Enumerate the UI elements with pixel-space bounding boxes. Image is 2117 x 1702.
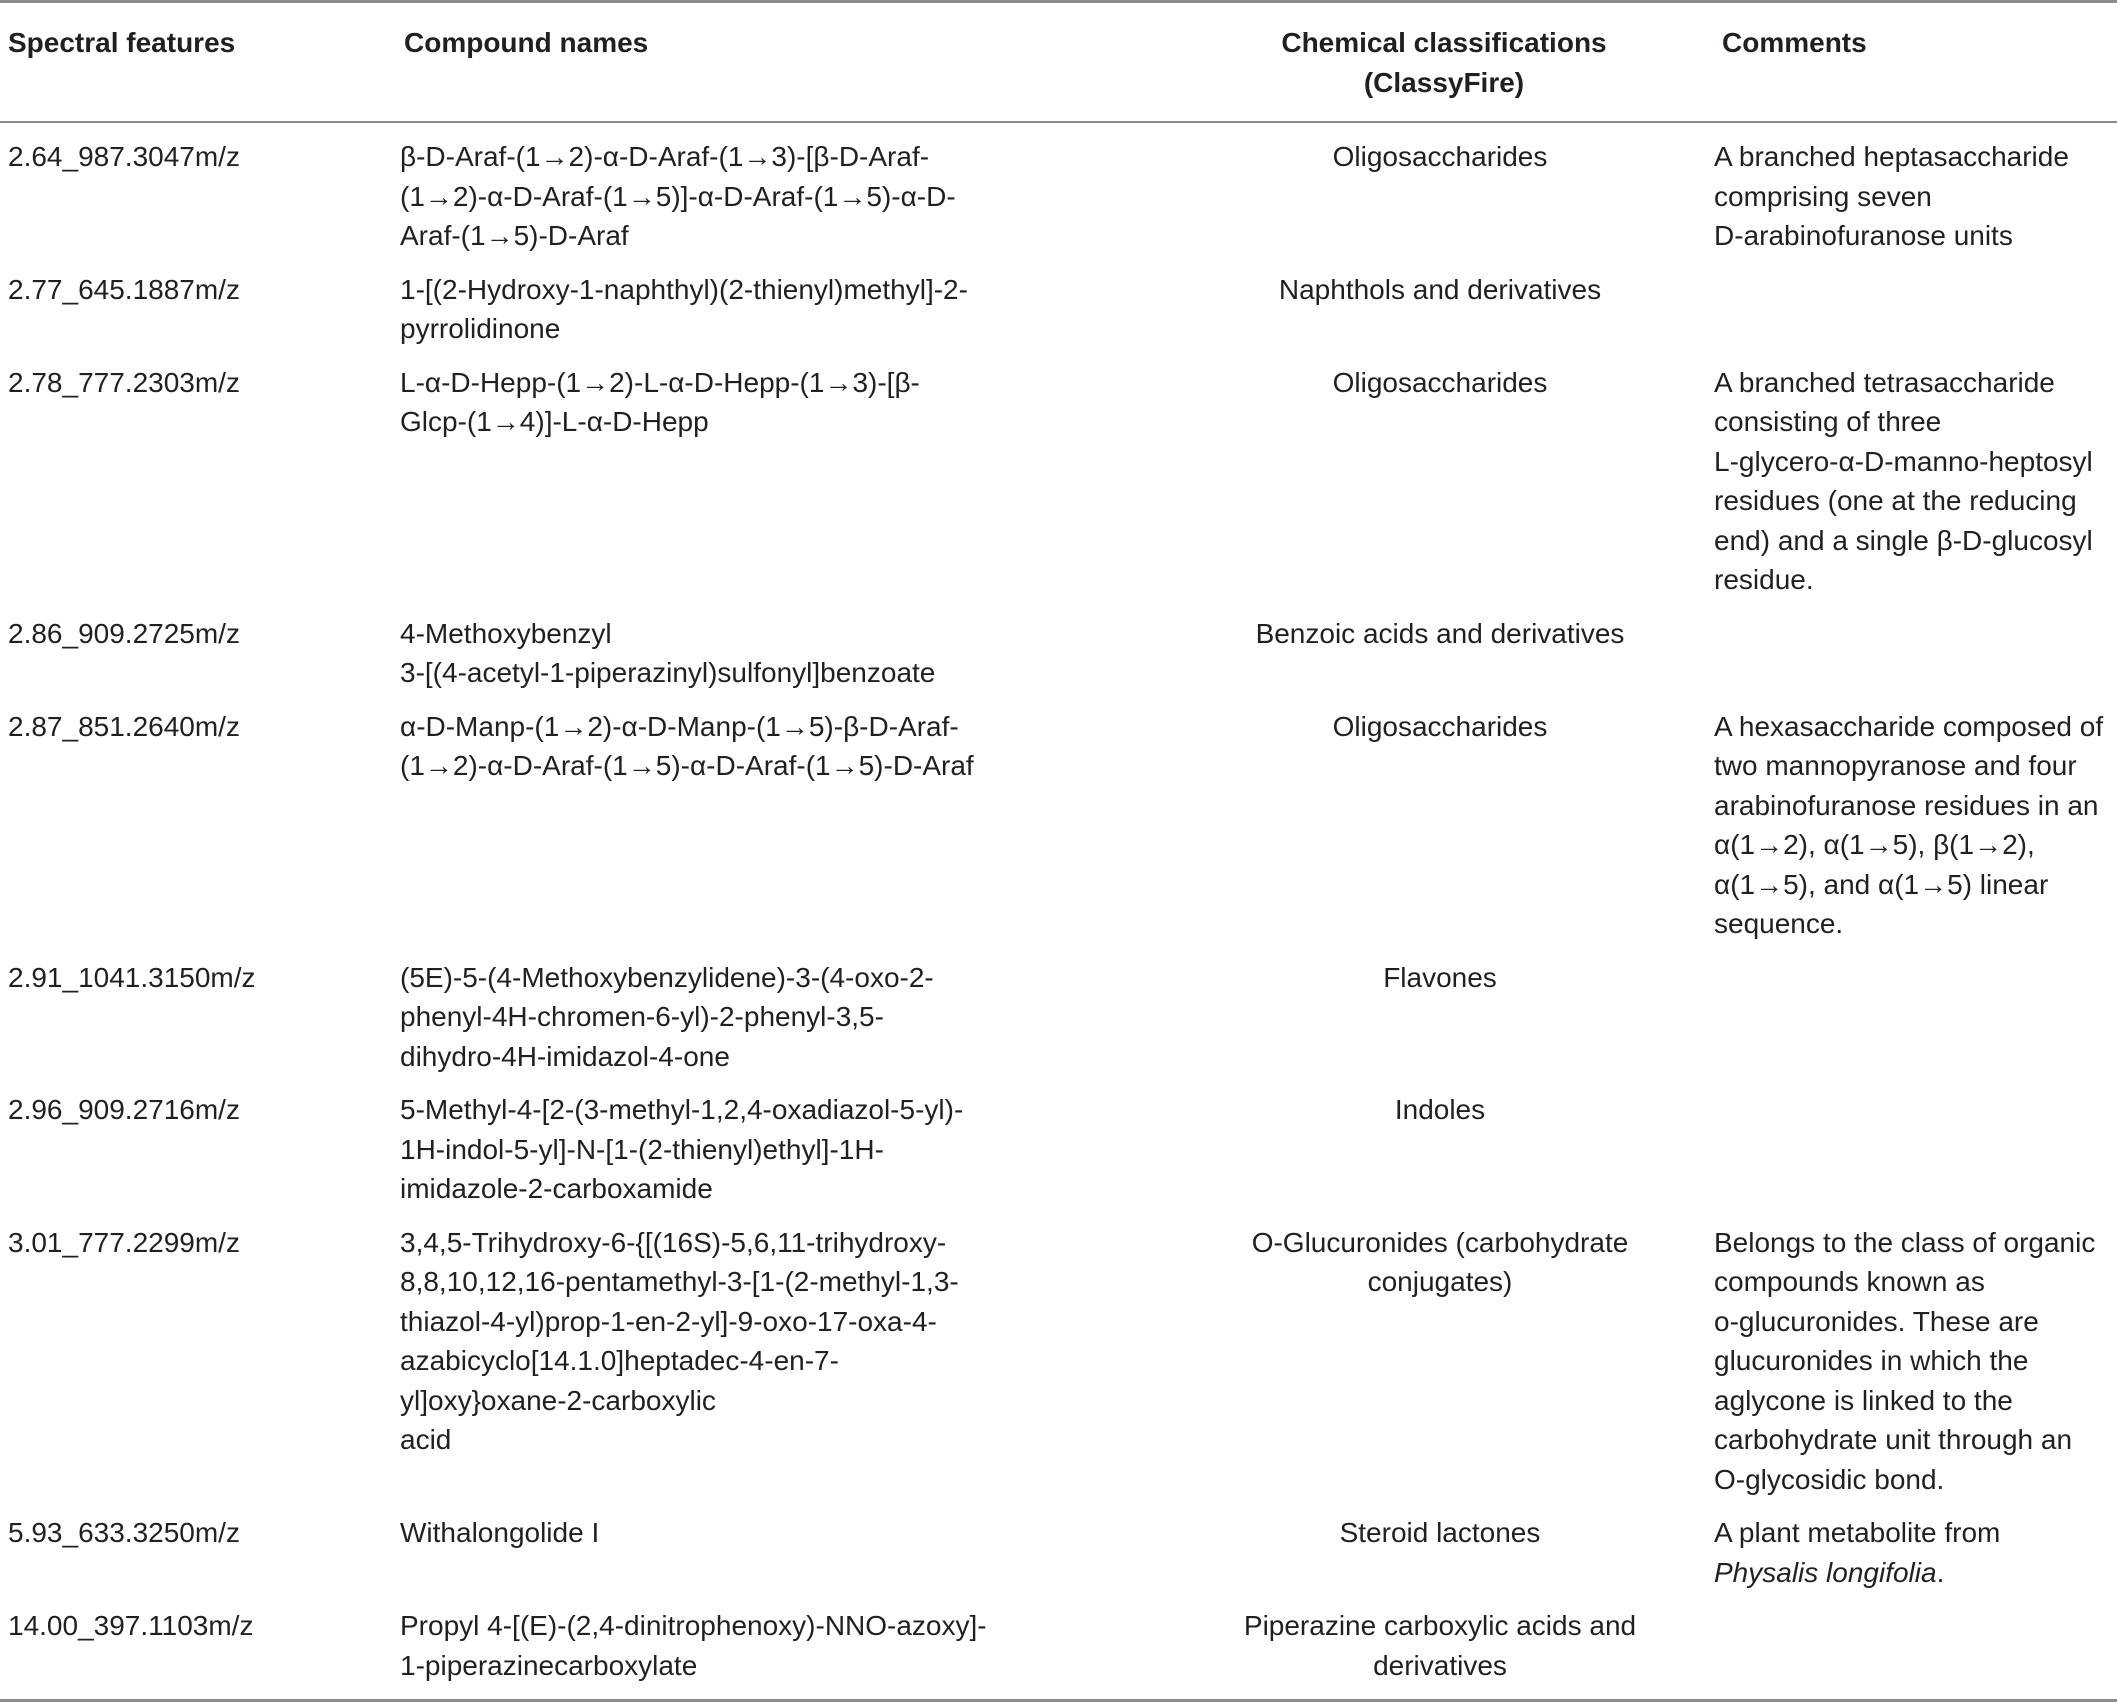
table-row — [0, 1081, 2117, 1214]
header-classification-line1: Chemical classifications — [1281, 27, 1607, 58]
compound-name-line: 1H-indol-5-yl]-N-[1-(2-thienyl)ethyl]-1H- — [400, 1133, 884, 1165]
classification-line: derivatives — [1373, 1649, 1507, 1681]
compound-name-line: (1→2)-α-D-Araf-(1→5)-α-D-Araf-(1→5)-D-Araf — [400, 750, 974, 781]
table-row — [0, 1597, 2117, 1701]
compound-name-line: 3-[(4-acetyl-1-piperazinyl)sulfonyl]benzoate — [400, 657, 936, 688]
classification-cell: Flavones — [1383, 961, 1497, 993]
compound-name-line: Propyl 4-[(E)-(2,4-dinitrophenoxy)-NNO-azoxy]- — [400, 1610, 987, 1641]
table-row — [0, 122, 2117, 261]
classification-cell — [1166, 1597, 1714, 1701]
compound-name-cell — [396, 1081, 1166, 1214]
spectral-feature-cell: 2.91_1041.3150m/z — [8, 961, 256, 993]
classification-cell: Steroid lactones — [1339, 1517, 1541, 1548]
compound-name-line: L-α-D-Hepp-(1→2)-L-α-D-Hepp-(1→3)-[β- — [400, 366, 920, 398]
compound-name-line: phenyl-4H-chromen-6-yl)-2-phenyl-3,5- — [400, 1001, 884, 1032]
comment-cell — [1714, 1081, 2117, 1214]
table-row — [0, 698, 2117, 949]
comment-cell — [1714, 1597, 2117, 1701]
comment-line: Belongs to the class of organic — [1714, 1226, 2096, 1258]
compound-name-cell — [396, 354, 1166, 605]
compound-name-line: 8,8,10,12,16-pentamethyl-3-[1-(2-methyl-1,3- — [400, 1266, 959, 1297]
table-row — [0, 354, 2117, 605]
compound-name-line: dihydro-4H-imidazol-4-one — [400, 1040, 730, 1072]
comment-line: glucuronides in which the — [1714, 1345, 2029, 1376]
classification-cell: Naphthols and derivatives — [1278, 273, 1602, 305]
compound-name-line: 1-piperazinecarboxylate — [400, 1649, 698, 1681]
table-row — [0, 949, 2117, 1082]
compound-name-line: yl]oxy}oxane-2-carboxylic — [400, 1384, 716, 1416]
header-row — [0, 2, 2117, 123]
table-row — [0, 261, 2117, 354]
header-classification-line2: (ClassyFire) — [1363, 67, 1525, 98]
table-row — [0, 1214, 2117, 1505]
header-compound-names: Compound names — [404, 27, 649, 58]
comment-line: consisting of three — [1714, 406, 1942, 437]
comment-cell — [1714, 949, 2117, 1082]
spectral-feature-cell: 2.96_909.2716m/z — [8, 1094, 240, 1125]
comment-line: end) and a single β-D-glucosyl — [1714, 524, 2093, 556]
comment-line: L-glycero-α-D-manno-heptosyl — [1714, 445, 2093, 477]
comment-cell — [1714, 122, 2117, 261]
spectral-feature-cell: 2.77_645.1887m/z — [8, 273, 240, 305]
compound-name-line: pyrrolidinone — [400, 313, 561, 344]
compound-name-line: thiazol-4-yl)prop-1-en-2-yl]-9-oxo-17-oxa-4- — [400, 1305, 937, 1337]
compound-name-line: 5-Methyl-4-[2-(3-methyl-1,2,4-oxadiazol-5-yl)- — [400, 1094, 964, 1125]
compound-name-line: Withalongolide I — [400, 1517, 600, 1548]
comment-line: residue. — [1714, 564, 1814, 595]
compound-name-line: Glcp-(1→4)]-L-α-D-Hepp — [400, 406, 709, 437]
classification-cell: Oligosaccharides — [1332, 366, 1548, 398]
spectral-feature-cell: 2.86_909.2725m/z — [8, 617, 240, 649]
comment-line: A branched tetrasaccharide — [1714, 366, 2055, 398]
comment-cell — [1714, 1214, 2117, 1505]
compound-name-cell — [396, 949, 1166, 1082]
spectral-feature-cell: 5.93_633.3250m/z — [8, 1517, 240, 1548]
compound-name-line: azabicyclo[14.1.0]heptadec-4-en-7- — [400, 1345, 839, 1376]
comment-line: A hexasaccharide composed of — [1714, 710, 2104, 742]
comment-line: A plant metabolite from — [1714, 1517, 2001, 1548]
classification-line: O-Glucuronides (carbohydrate — [1251, 1226, 1629, 1258]
compound-name-line: β-D-Araf-(1→2)-α-D-Araf-(1→3)-[β-D-Araf- — [400, 141, 930, 172]
compound-name-cell — [396, 605, 1166, 698]
classification-cell: Indoles — [1394, 1094, 1486, 1125]
species-name: Physalis longifolia — [1714, 1556, 1937, 1588]
classification-cell: Oligosaccharides — [1332, 710, 1548, 742]
comment-cell — [1714, 698, 2117, 949]
compound-name-cell — [396, 122, 1166, 261]
table-row — [0, 605, 2117, 698]
comment-line: α(1→5), and α(1→5) linear — [1714, 868, 2049, 900]
classification-cell: Benzoic acids and derivatives — [1255, 617, 1625, 649]
comment-cell — [1714, 1504, 2117, 1597]
compound-name-line: 1-[(2-Hydroxy-1-naphthyl)(2-thienyl)methyl]-2- — [400, 273, 968, 305]
spectral-feature-cell: 2.87_851.2640m/z — [8, 710, 240, 742]
comment-line — [1714, 1553, 2111, 1593]
comment-line: comprising seven — [1714, 180, 1932, 212]
header-chemical-classifications — [1166, 2, 1714, 123]
comment-line: α(1→2), α(1→5), β(1→2), — [1714, 829, 2035, 860]
comment-line: arabinofuranose residues in an — [1714, 789, 2099, 821]
comment-line: aglycone is linked to the — [1714, 1384, 2013, 1416]
comment-line: carbohydrate unit through an — [1714, 1424, 2073, 1455]
compound-name-cell — [396, 1597, 1166, 1701]
classification-line: conjugates) — [1367, 1266, 1513, 1297]
compound-name-line: 4-Methoxybenzyl — [400, 617, 612, 649]
spectral-feature-cell: 2.64_987.3047m/z — [8, 141, 240, 172]
spectral-feature-cell: 14.00_397.1103m/z — [8, 1610, 254, 1641]
compound-name-line: α-D-Manp-(1→2)-α-D-Manp-(1→5)-β-D-Araf- — [400, 710, 959, 742]
header-spectral-features: Spectral features — [8, 27, 236, 58]
comment-line: A branched heptasaccharide — [1714, 141, 2069, 172]
table-body — [0, 122, 2117, 1701]
comment-cell — [1714, 354, 2117, 605]
spectral-feature-cell: 2.78_777.2303m/z — [8, 366, 240, 398]
compound-name-cell — [396, 1504, 1166, 1597]
compound-name-line: (5E)-5-(4-Methoxybenzylidene)-3-(4-oxo-2- — [400, 961, 934, 993]
comment-line: residues (one at the reducing — [1714, 485, 2077, 516]
comment-line: o-glucuronides. These are — [1714, 1305, 2039, 1337]
comment-cell — [1714, 605, 2117, 698]
compound-name-cell — [396, 698, 1166, 949]
classification-line: Piperazine carboxylic acids and — [1243, 1610, 1637, 1641]
compound-name-cell — [396, 1214, 1166, 1505]
comment-line: O-glycosidic bond. — [1714, 1463, 1945, 1495]
spectral-feature-cell: 3.01_777.2299m/z — [8, 1226, 240, 1258]
comment-period: . — [1936, 1556, 1945, 1588]
compound-name-line: acid — [400, 1424, 452, 1455]
header-comments: Comments — [1722, 27, 1867, 58]
table-row — [0, 1504, 2117, 1597]
comment-line: two mannopyranose and four — [1714, 750, 2077, 781]
classification-cell: Oligosaccharides — [1332, 141, 1548, 172]
comment-line: compounds known as — [1714, 1266, 1985, 1297]
comment-line: sequence. — [1714, 908, 1844, 939]
compound-name-line: Araf-(1→5)-D-Araf — [400, 220, 629, 251]
comment-line: D-arabinofuranose units — [1714, 220, 2013, 251]
comment-cell — [1714, 261, 2117, 354]
compound-name-line: 3,4,5-Trihydroxy-6-{[(16S)-5,6,11-trihydroxy- — [400, 1226, 947, 1258]
compound-name-line: (1→2)-α-D-Araf-(1→5)]-α-D-Araf-(1→5)-α-D- — [400, 180, 956, 212]
compound-name-line: imidazole-2-carboxamide — [400, 1173, 713, 1204]
compound-name-cell — [396, 261, 1166, 354]
classification-cell — [1166, 1214, 1714, 1505]
table-header — [0, 2, 2117, 123]
